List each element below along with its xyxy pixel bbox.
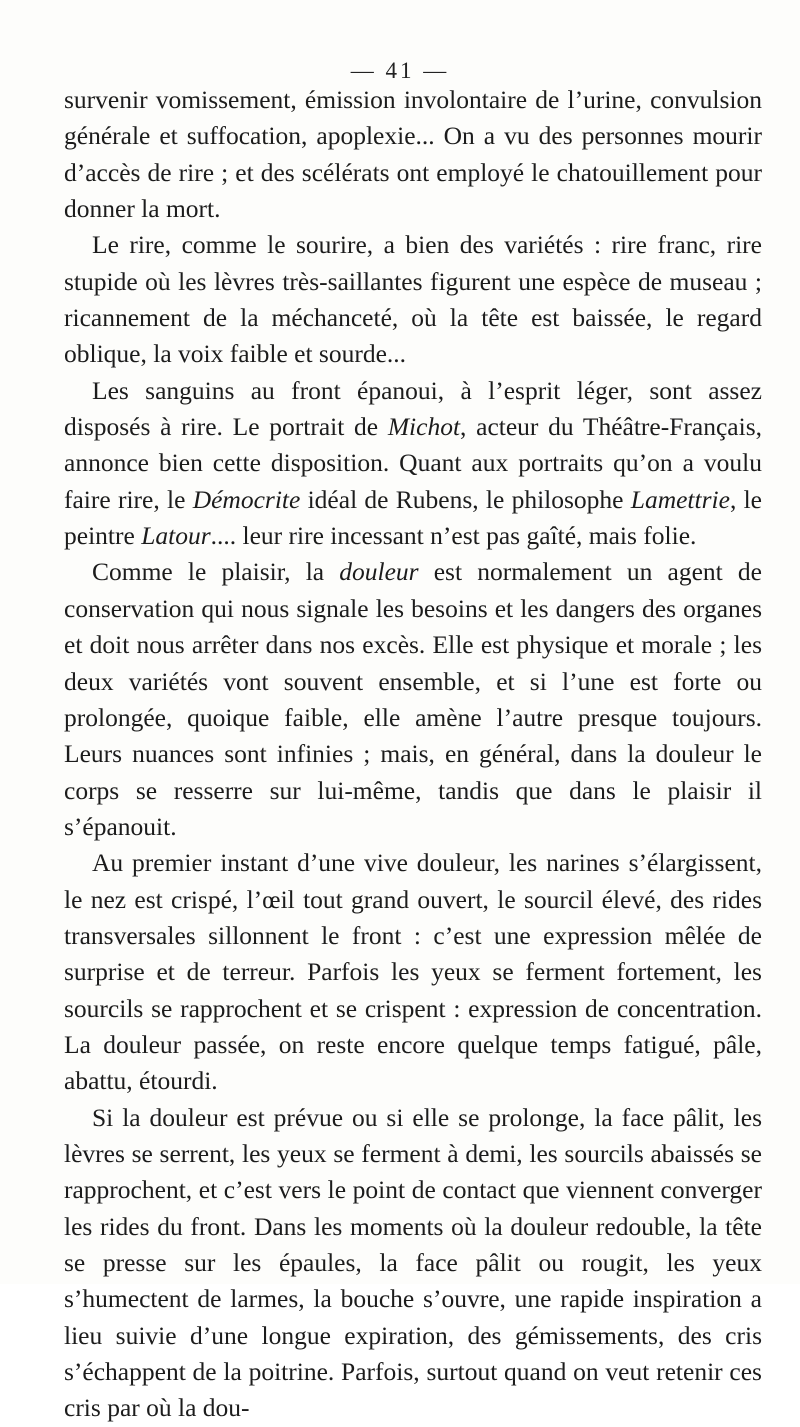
paragraph-3 [64,373,762,555]
paragraph-4-text-b: est normalement un agent de conservation qui nous signale les besoins et les dangers des organes et doit nous arrêter dans nos excès. Elle est physique et morale ; les deux variétés vont souvent ensemble, et si l’une est forte ou prolongée, quoique faible, elle amène l’autre presque toujours. Leurs nuances sont infinies ; mais, en général, dans la douleur le corps se resserre sur lui-même, tandis que dans le plaisir il s’épanouit. [64,557,762,841]
name-michot: Michot [387,412,461,442]
paragraph-3-text-a: Les sanguins au front épanoui, à l’esprit léger, sont assez disposés à rire. Le portrait de [64,375,762,442]
paragraph-3-text-d: , le peintre [64,484,762,551]
paragraph-4 [64,554,762,845]
page-number-header: — 41 — [350,58,450,83]
paragraph-3-text-c: idéal de Rubens, le philosophe [300,484,631,514]
paragraph-5: Au premier instant d’une vive douleur, les narines s’élargissent, le nez est crispé, l’œil tout grand ouvert, le sourcil élevé, des rides transversales sillonnent le front : c’est une expression mêlée de surprise et de terreur. Parfois les yeux se ferment fortement, les sourcils se rapprochent et se crispent : expression de concentration. La douleur passée, on reste encore quelque temps fatigué, pâle, abattu, étourdi. [64,848,762,1096]
paragraph-3-text-e: .... leur rire incessant n’est pas gaîté, mais folie. [210,521,697,551]
paragraph-2: Le rire, comme le sourire, a bien des variétés : rire franc, rire stupide où les lèvres très-saillantes figurent une espèce de museau ; ricannement de la méchanceté, où la tête est baissée, le regard oblique, la voix faible et sourde... [64,230,762,369]
name-lamettrie: Lamettrie [630,484,730,514]
term-douleur: douleur [339,557,419,587]
paragraph-1: survenir vomissement, émission involontaire de l’urine, convulsion générale et suffocation, apoplexie... On a vu des personnes mourir d’accès de rire ; et des scélérats ont employé le chatouillement pour donner la mort. [64,85,762,224]
name-democrite: Démocrite [192,484,301,514]
paragraph-3-text-b: , acteur du Théâtre-Français, annonce bien cette disposition. Quant aux portraits qu’on a voulu faire rire, le [64,412,762,514]
name-latour: Latour [141,521,211,551]
paragraph-4-text-a: Comme le plaisir, la [92,557,340,587]
paragraph-6: Si la douleur est prévue ou si elle se prolonge, la face pâlit, les lèvres se serrent, les yeux se ferment à demi, les sourcils abaissés se rapprochent, et c’est vers le point de contact que viennent converger les rides du front. Dans les moments où la douleur redouble, la tête se presse sur les épaules, la face pâlit ou rougit, les yeux s’humectent de larmes, la bouche s’ouvre, une rapide inspiration a lieu suivie d’une longue expiration, des gémissements, des cris s’échappent de la poitrine. Parfois, surtout quand on veut retenir ces cris par où la dou- [64,1102,762,1423]
body-text [64,82,762,1427]
